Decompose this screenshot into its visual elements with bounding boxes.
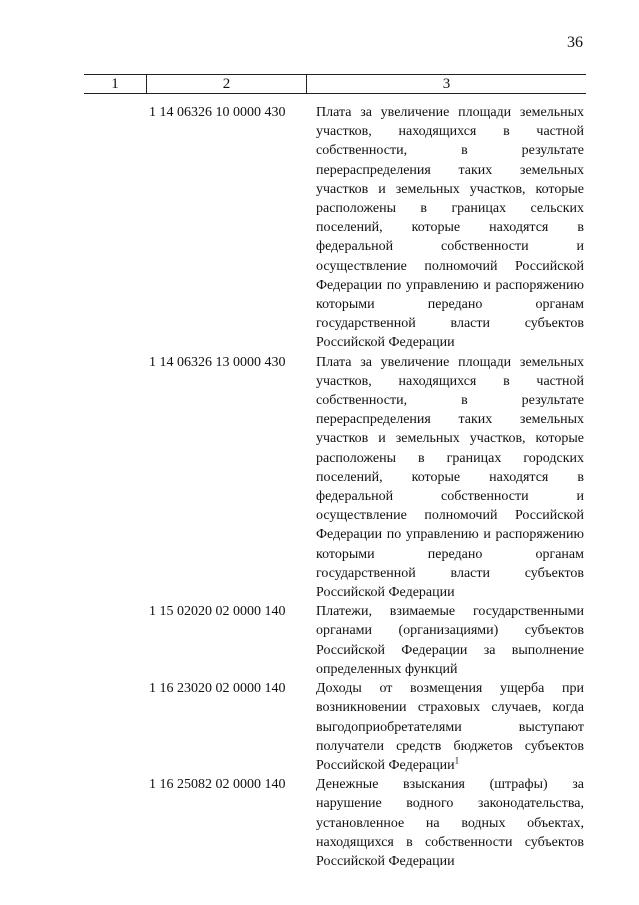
column-header-2: 2 <box>222 76 231 92</box>
table-row <box>0 775 639 871</box>
classification-code: 1 14 06326 10 0000 430 <box>149 105 286 120</box>
table-row <box>0 353 639 603</box>
classification-code: 1 14 06326 13 0000 430 <box>149 354 286 370</box>
page-number: 36 <box>567 34 583 51</box>
column-header-3: 3 <box>442 76 451 92</box>
row-description <box>316 775 584 871</box>
description-text: Доходы от возмещения ущерба при возникновении страховых случаев, когда выгодоприобретателями выступают получатели средств бюджетов субъектов Российской Федерации <box>316 681 584 773</box>
classification-code: 1 15 02020 02 0000 140 <box>149 604 286 620</box>
row-description <box>316 353 584 603</box>
table-row <box>0 103 639 353</box>
table-row <box>0 679 639 775</box>
column-header-1: 1 <box>111 76 119 92</box>
row-description <box>316 679 584 775</box>
table-body <box>0 103 639 871</box>
description-text: Плата за увеличение площади земельных участков, находящихся в частной собственности, в результате перераспределения таких земельных участков и земельных участков, которые расположены в границах городских поселений, которые находятся в федеральной собственности и осуществление полномочий Российской Федерации по управлению и распоряжению которыми передано органам государственной власти субъектов Российской Федерации <box>316 354 584 601</box>
table-column-header <box>84 74 586 94</box>
classification-code: 1 16 23020 02 0000 140 <box>149 681 286 697</box>
row-description <box>316 103 584 353</box>
classification-code: 1 16 25082 02 0000 140 <box>149 777 286 793</box>
description-text: Плата за увеличение площади земельных участков, находящихся в частной собственности, в результате перераспределения таких земельных участков и земельных участков, которые расположены в границах сельских поселений, которые находятся в федеральной собственности и осуществление полномочий Российской Федерации по управлению и распоряжению которыми передано органам государственной власти субъектов Российской Федерации <box>316 105 584 351</box>
description-text: Денежные взыскания (штрафы) за нарушение водного законодательства, установленное на водных объектах, находящихся в собственности субъектов Российской Федерации <box>316 777 584 869</box>
description-text: Платежи, взимаемые государственными органами (организациями) субъектов Российской Федерации за выполнение определенных функций <box>316 604 584 677</box>
row-description <box>316 602 584 679</box>
footnote-marker: 1 <box>454 755 460 766</box>
table-row <box>0 602 639 679</box>
